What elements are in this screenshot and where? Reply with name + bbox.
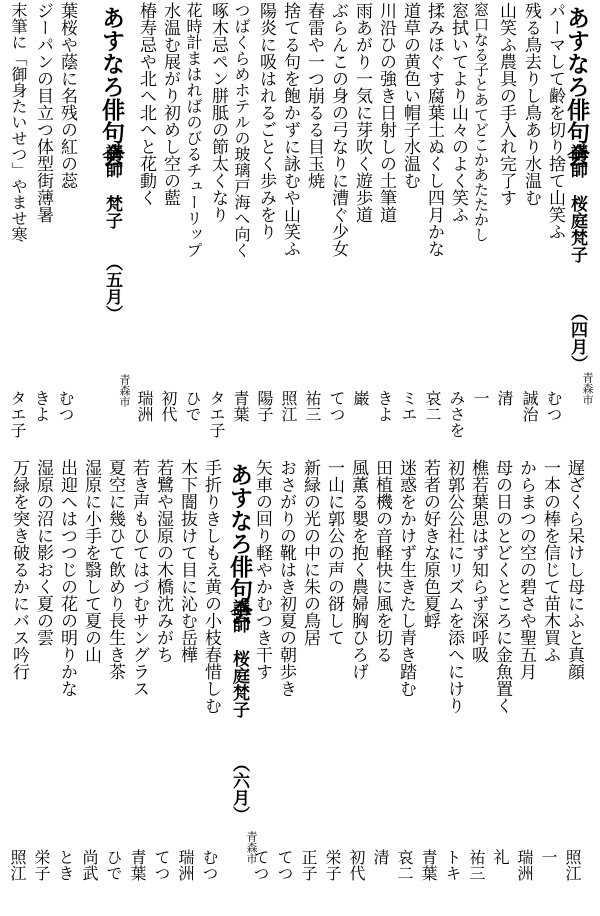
- haiku-author: トキ: [443, 849, 462, 881]
- haiku-text: 母の日のとどくところに金魚置く: [492, 459, 512, 714]
- haiku-author: 青葉: [231, 390, 250, 422]
- haiku-text: 出迎へはつつじの花の明りかな: [57, 459, 77, 697]
- haiku-author: むつ: [200, 849, 219, 881]
- haiku-author: 清: [371, 849, 390, 865]
- haiku-text: 雨あがり一気に芽吹く遊歩道: [352, 2, 372, 223]
- haiku-author: 一: [471, 390, 490, 406]
- haiku-text: 若者の好きな原色夏蜉: [420, 459, 440, 629]
- section-title-may: あすなろ俳句会: [98, 6, 125, 167]
- teacher-label-april: 講師 桜庭梵子: [567, 144, 587, 263]
- haiku-text: 道草の黄色い帽子水温む: [400, 2, 420, 189]
- haiku-text: 捨てる句を飽かずに詠むや山笑ふ: [280, 2, 300, 257]
- haiku-text: 迷惑をかけず生きたし青き踏む: [396, 459, 416, 697]
- haiku-text: 山笑ふ農具の手入れ完了す: [496, 2, 516, 206]
- haiku-author: 祐三: [303, 390, 322, 422]
- haiku-text: 春雷や一つ崩るる目玉焼: [304, 2, 324, 189]
- haiku-author: てつ: [275, 849, 294, 881]
- haiku-author: 青葉: [419, 849, 438, 881]
- haiku-author: とき: [56, 849, 75, 881]
- haiku-author: きよ: [375, 390, 394, 422]
- haiku-text: ジーパンの目立つ体型街薄暑: [33, 2, 53, 223]
- haiku-text: 初郭公公社にリズムを添へにけり: [444, 459, 464, 714]
- city-label-may: 青森市: [118, 374, 131, 407]
- city-label-june: 青森市: [245, 831, 258, 864]
- haiku-author: ミエ: [399, 390, 418, 422]
- haiku-author: みさを: [447, 390, 466, 438]
- haiku-text: 末筆に「御身たいせつ」やませ寒: [9, 2, 28, 242]
- haiku-text: 風薫る嬰を抱く農婦胸ひろげ: [348, 459, 368, 680]
- haiku-text: 万緑を突き破るかにバス吟行: [9, 459, 29, 680]
- haiku-text: 一山に郭公の声の谺して: [324, 459, 344, 646]
- haiku-author: てつ: [327, 390, 346, 422]
- haiku-author: てつ: [152, 849, 171, 881]
- haiku-text: 田植機の音軽快に風を切る: [372, 459, 392, 663]
- city-label-april: 青森市: [581, 372, 594, 405]
- haiku-text: からまつの空の碧さや聖五月: [516, 459, 536, 680]
- section-title-april: あすなろ俳句会: [563, 6, 590, 167]
- haiku-text: 手折りきしもえ黄の小枝春惜しむ: [201, 459, 221, 714]
- haiku-author: 一: [539, 849, 558, 865]
- haiku-text: つばくらめホテルの玻璃戸海へ向く: [232, 2, 251, 258]
- haiku-author: 尚武: [80, 849, 99, 881]
- haiku-text: おさがりの靴はき初夏の朝歩き: [276, 459, 296, 697]
- haiku-text: 若き声もひてはづむサングラス: [129, 459, 149, 697]
- haiku-text: 川沿ひの強き日射しの土筆道: [376, 2, 396, 223]
- haiku-author: ひで: [183, 390, 202, 422]
- haiku-author: 清: [495, 390, 514, 406]
- haiku-text: パーマして齢を切り捨て山笑ふ: [545, 2, 565, 240]
- lower-band: [0, 459, 600, 911]
- haiku-author: むつ: [56, 390, 75, 422]
- haiku-text: 揉みほぐす腐葉土ぬくし四月かな: [424, 2, 444, 257]
- haiku-author: 青葉: [128, 849, 147, 881]
- teacher-label-june: 講師 桜庭梵子: [229, 599, 249, 718]
- haiku-author: 瑞洲: [176, 849, 195, 881]
- haiku-author: 栄子: [323, 849, 342, 881]
- haiku-author: 照江: [8, 849, 27, 881]
- haiku-text: 残る鳥去りし鳥あり水温む: [521, 2, 541, 206]
- month-label-june: （六月）: [229, 755, 249, 823]
- haiku-text: 窓拭いてより山々のよく笑ふ: [448, 2, 468, 223]
- haiku-author: 巌: [351, 390, 370, 406]
- upper-band: [0, 2, 600, 453]
- haiku-author: 哀二: [395, 849, 414, 881]
- haiku-author: タエ子: [207, 390, 226, 438]
- month-label-may: （五月）: [102, 254, 122, 322]
- haiku-author: 瑞洲: [515, 849, 534, 881]
- haiku-author: 初代: [347, 849, 366, 881]
- haiku-author: 陽子: [255, 390, 274, 422]
- haiku-text: 樵若葉思はず知らず深呼吸: [468, 459, 488, 663]
- haiku-author: 礼: [491, 849, 510, 865]
- haiku-author: 祐三: [467, 849, 486, 881]
- haiku-text: 啄木忌ペン胼胝の節太くなり: [208, 2, 228, 223]
- haiku-text: 椿寿忌や北へ北へと花動く: [136, 2, 156, 206]
- section-title-june: あすなろ俳句会: [226, 463, 253, 624]
- month-label-april: （四月）: [567, 304, 587, 372]
- haiku-author: 照江: [563, 849, 582, 881]
- haiku-text: 陽炎に吸はれるごとく歩みをり: [256, 2, 276, 240]
- haiku-author: タエ子: [8, 390, 27, 438]
- haiku-author: きよ: [32, 390, 51, 422]
- haiku-author: 照江: [279, 390, 298, 422]
- haiku-text: 湿原の沼に影おく夏の雲: [33, 459, 53, 646]
- teacher-label-may: 講師 梵子: [102, 144, 122, 229]
- haiku-author: てつ: [251, 849, 270, 881]
- haiku-author: ひで: [104, 849, 123, 881]
- haiku-text: 窓口なる子とあてどこかあたたかし: [472, 2, 490, 242]
- haiku-text: 木下闇抜けて目に沁む岳樺: [177, 459, 197, 663]
- haiku-text: 矢車の回り軽やかむつき干す: [252, 459, 272, 680]
- haiku-author: 哀二: [423, 390, 442, 422]
- haiku-text: 夏空に幾ひて飲めり長生き茶: [105, 459, 125, 680]
- haiku-text: 遅ざくら呆けし母にふと真顔: [564, 459, 584, 680]
- haiku-author: 栄子: [32, 849, 51, 881]
- haiku-author: 瑞洲: [135, 390, 154, 422]
- haiku-author: 初代: [159, 390, 178, 422]
- haiku-text: 新緑の光の中に朱の鳥居: [300, 459, 320, 646]
- haiku-author: 誠治: [520, 390, 539, 422]
- haiku-text: ぶらんこの身の弓なりに漕ぐ少女: [328, 2, 348, 257]
- haiku-text: 湿原に小手を翳して夏の山: [81, 459, 101, 663]
- haiku-author: 正子: [299, 849, 318, 881]
- haiku-text: 葉桜や蔭に名残の紅の蕊: [57, 2, 77, 189]
- haiku-text: 花時計まはればのびるチューリップ: [184, 2, 203, 258]
- haiku-text: 水温む展がり初めし空の藍: [160, 2, 180, 206]
- haiku-text: 一本の棒を信じて苗木買ふ: [540, 459, 560, 663]
- haiku-text: 若鷺や湿原の木橋沈みがち: [153, 459, 173, 663]
- haiku-author: むつ: [544, 390, 563, 422]
